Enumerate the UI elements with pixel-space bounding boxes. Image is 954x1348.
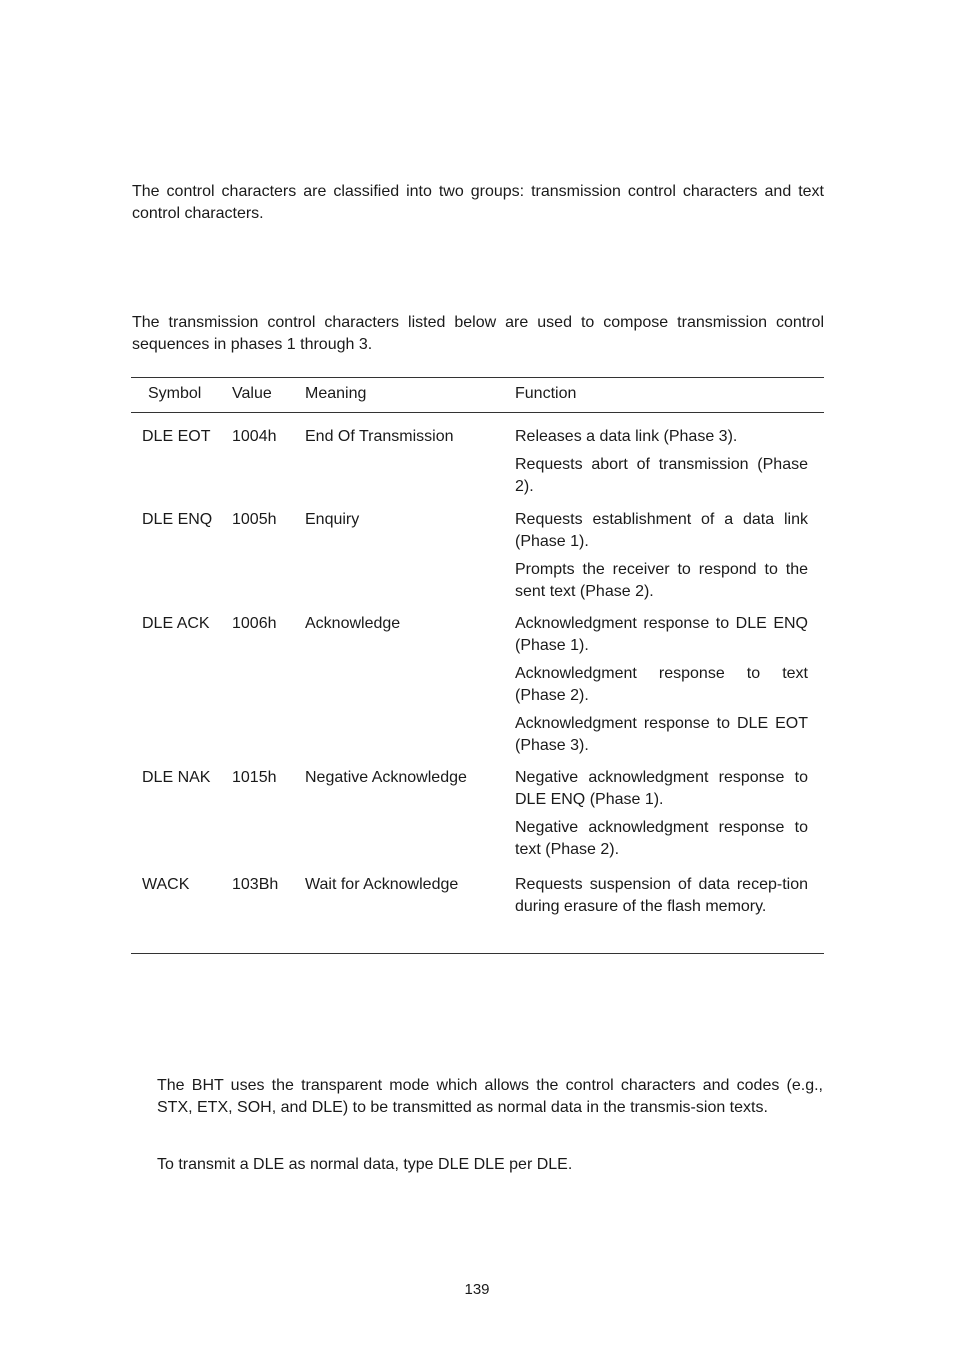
row-meaning: Enquiry [305,511,360,528]
row-value: 1005h [232,511,277,528]
row-value: 1015h [232,769,277,786]
function-text: Negative acknowledgment response to DLE ENQ (Phase 1). [515,769,808,808]
function-text: Acknowledgment response to DLE ENQ (Phase 1). [515,615,808,654]
header-meaning: Meaning [305,385,367,402]
header-function: Function [515,385,577,402]
transmission-intro-paragraph: The transmission control characters listed below are used to compose transmission control sequences in phases 1 through 3. [132,314,824,353]
row-meaning: Negative Acknowledge [305,769,467,786]
row-function [515,509,808,609]
control-characters-table [131,377,824,954]
intro-paragraph: The control characters are classified into two groups: transmission control characters and text control characters. [132,183,824,222]
row-function [515,874,808,924]
function-text: Requests suspension of data recep-tion during erasure of the flash memory. [515,876,808,915]
row-symbol: DLE EOT [142,428,211,445]
function-text: Acknowledgment response to text (Phase 2). [515,665,808,704]
row-symbol: DLE NAK [142,769,211,786]
row-value: 1004h [232,428,277,445]
row-function [515,613,808,763]
row-function [515,767,808,867]
row-symbol: DLE ACK [142,615,210,632]
function-text: Releases a data link (Phase 3). [515,428,738,445]
function-text: Prompts the receiver to respond to the sent text (Phase 2). [515,561,808,600]
transparent-mode-dle-note: To transmit a DLE as normal data, type DLE DLE per DLE. [157,1156,573,1173]
function-text: Requests establishment of a data link (Phase 1). [515,511,808,550]
row-symbol: DLE ENQ [142,511,213,528]
header-value: Value [232,385,272,402]
row-meaning: Wait for Acknowledge [305,876,459,893]
function-text: Negative acknowledgment response to text (Phase 2). [515,819,808,858]
row-value: 1006h [232,615,277,632]
function-text: Requests abort of transmission (Phase 2). [515,456,808,495]
row-meaning: Acknowledge [305,615,401,632]
header-symbol: Symbol [148,385,202,402]
row-function [515,426,808,504]
page-number: 139 [464,1281,490,1298]
transparent-mode-paragraph: The BHT uses the transparent mode which allows the control characters and codes (e.g., STX, ETX, SOH, and DLE) to be transmitted as normal data in the transmis-sion texts. [157,1077,823,1116]
row-value: 103Bh [232,876,279,893]
row-symbol: WACK [142,876,190,893]
table-header [131,378,824,413]
row-meaning: End Of Transmission [305,428,454,445]
function-text: Acknowledgment response to DLE EOT (Phase 3). [515,715,808,754]
